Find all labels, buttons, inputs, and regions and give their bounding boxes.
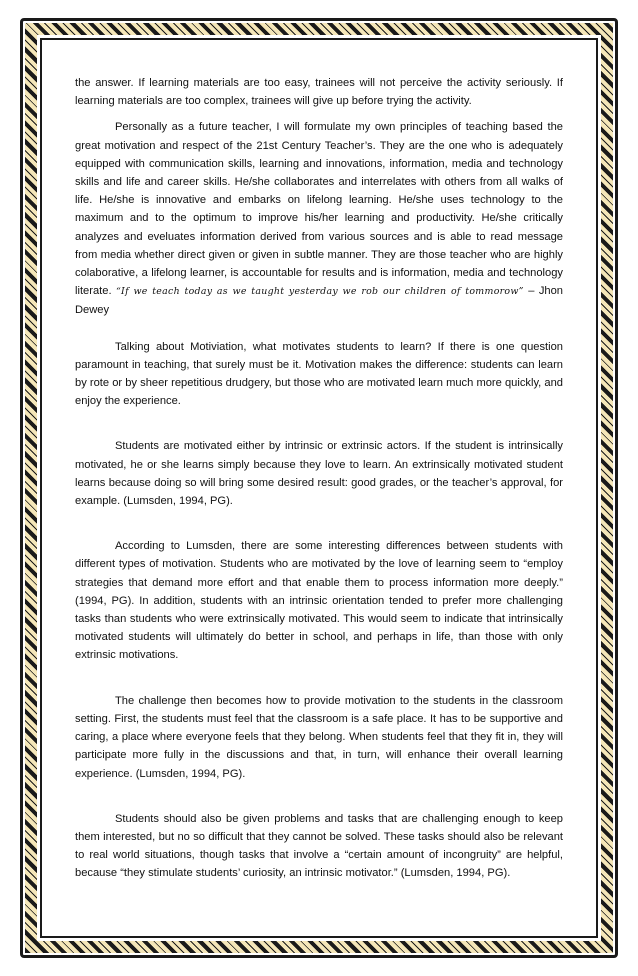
paragraph-motivation: Talking about Motiviation, what motivates students to learn? If there is one question paramount in teaching, that surely must be it. Motivation makes the difference: students can learn by rote or by sheer repetitious drudgery, but those who are motivated learn much more quickly, and enjoy the experience.	[75, 340, 563, 408]
quote-author: – Jhon Dewey	[75, 285, 563, 317]
paragraph-intrinsic-extrinsic: Students are motivated either by intrinsic or extrinsic actors. If the student is intrinsically motivated, he or she learns simply because they love to learn. An extrinsically motivated student learns because doing so will bring some desired result: good grades, or the teacher’s approval, for example. (Lumsden, 1994, PG).	[75, 440, 563, 508]
paragraph-lumsden-differences: According to Lumsden, there are some interesting differences between students with different types of motivation. Students who are motivated by the love of learning seem to “employ strategies that demand more effort and that enable them to process information more deeply.” (1994, PG). In addition, students with an intrinsic orientation tended to prefer more challenging tasks than students who were extrinsically motivated. This would seem to indicate that intrinsically motivated students will ultimately do better in school, and perhaps in life, than those with only extrinsic motivations.	[75, 540, 563, 662]
dewey-quote: “If we teach today as we taught yesterday we rob our children of tommorow”	[115, 286, 524, 298]
paragraph-problems-tasks: Students should also be given problems and tasks that are challenging enough to keep them interested, but no so difficult that they cannot be solved. These tasks should also be relevant to real world situations, though tasks that involve a “certain amount of incongruity” are helpful, because “they stimulate students’ curiosity, an intrinsic motivator.” (Lumsden, 1994, PG).	[75, 812, 563, 880]
document-body	[75, 74, 563, 883]
paragraph-teaching-principles-text: Personally as a future teacher, I will formulate my own principles of teaching based the great motivation and respect of the 21st Century Teacher’s. They are the one who is adequately equipped with communication skills, learning and innovations, information, media and technology skills and life and career skills. He/she collaborates and interrelates with others from all walks of life. He/she is innovative and embarks on lifelong learning. He/she uses technology to the maximum and to the optimum to improve his/her learning and productivity. He/she critically analyzes and eveluates information derived from various sources and is able to read message from media whether direct given or given in subtle manner. They are those teacher who are highly colaborative, a lifelong learner, is accountable for results and is information, media and technology literate.	[75, 121, 563, 298]
paragraph-continuation: the answer. If learning materials are too easy, trainees will not perceive the activity seriously. If learning materials are too complex, trainees will give up before trying the activity.	[75, 77, 563, 108]
paragraph-teaching-principles	[75, 118, 563, 319]
paragraph-classroom-challenge: The challenge then becomes how to provide motivation to the students in the classroom setting. First, the students must feel that the classroom is a safe place. It has to be supportive and caring, a place where everyone feels that they belong. When students feel that they fit in, they will participate more fully in the discussions and that, in turn, will enhance their overall learning experience. (Lumsden, 1994, PG).	[75, 694, 563, 780]
